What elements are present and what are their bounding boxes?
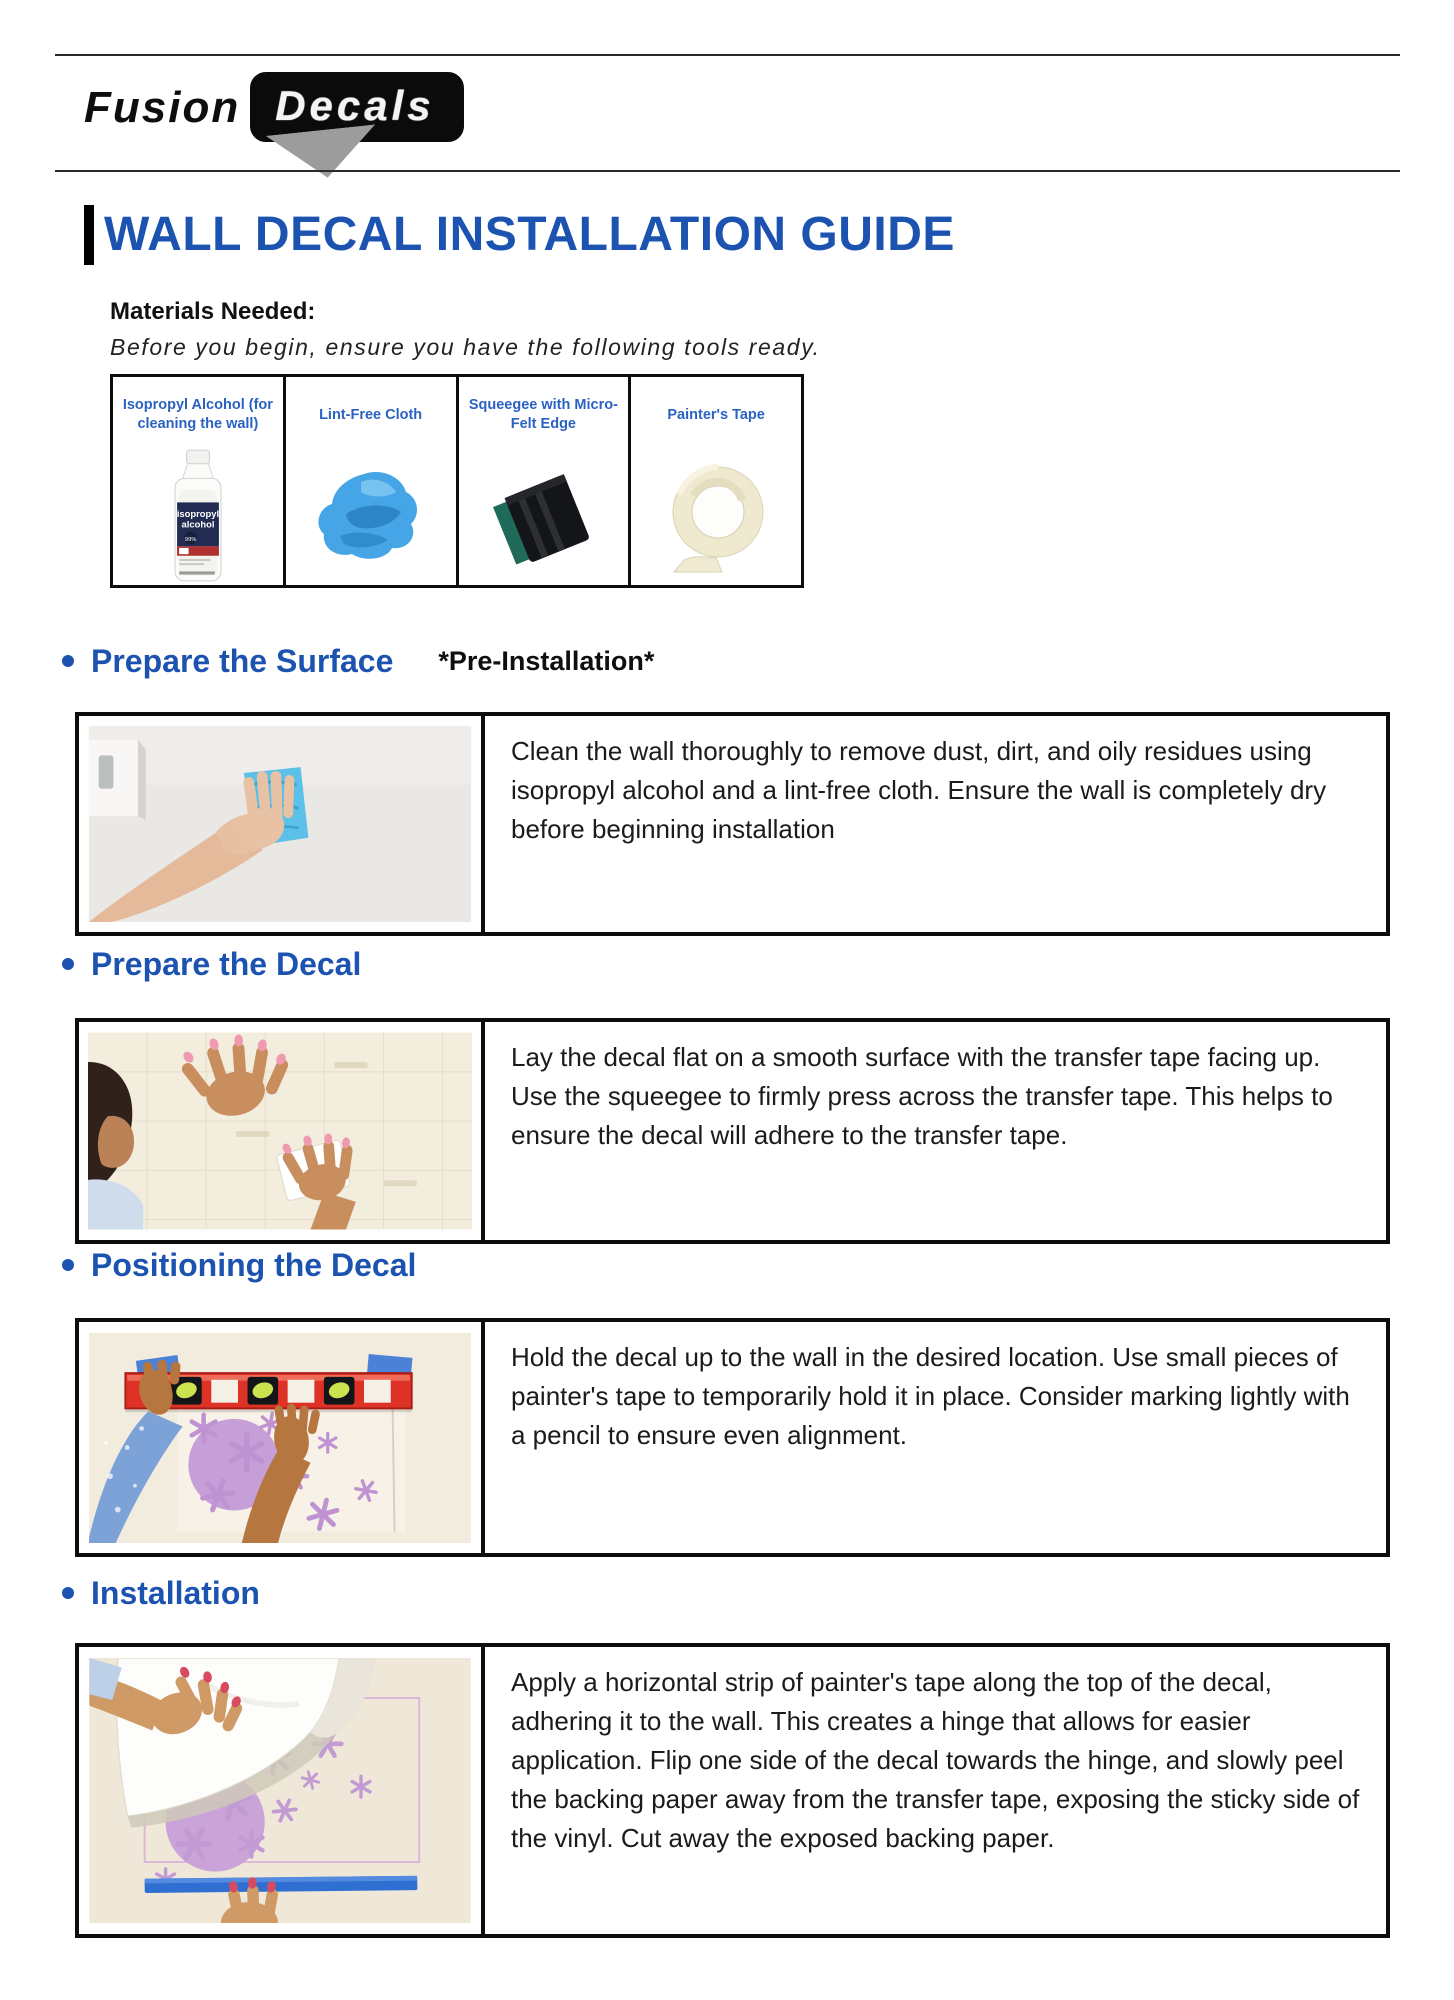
section-head-prepare-surface (62, 645, 654, 677)
section-body-text: Lay the decal flat on a smooth surface with the transfer tape facing up. Use the squeegee to firmly press across the transfer tape. This helps to ensure the decal will adhere to the transfer tape. (511, 1042, 1333, 1150)
material-label: Lint-Free Cloth (319, 406, 423, 423)
materials-subtitle: Before you begin, ensure you have the following tools ready. (110, 334, 821, 360)
level-positioning-photo (79, 1322, 485, 1553)
materials-table (110, 374, 804, 588)
materials-heading: Materials Needed: (110, 298, 316, 325)
material-cell-alcohol (113, 377, 286, 585)
section-title: Prepare the Surface (91, 643, 394, 679)
material-label: Painter's Tape (667, 406, 765, 423)
section-title: Installation (91, 1575, 260, 1611)
header-rule-top (55, 54, 1400, 56)
header-rule-bottom (55, 170, 1400, 172)
section-title: Positioning the Decal (91, 1247, 417, 1283)
title-block (84, 205, 955, 265)
title-accent-bar (84, 205, 94, 265)
content-box-prepare-decal (75, 1018, 1390, 1244)
content-box-prepare-surface (75, 712, 1390, 936)
brand-logo-decals-text: Decals (250, 72, 463, 142)
brand-logo-badge (250, 72, 463, 142)
bullet-icon (62, 1587, 74, 1599)
section-head-positioning-decal (62, 1249, 416, 1281)
material-cell-tape (631, 377, 801, 585)
bullet-icon (62, 655, 74, 667)
bullet-icon (62, 1259, 74, 1271)
material-label: Isopropyl Alcohol (for cleaning the wall) (122, 397, 273, 432)
svg-text:99%: 99% (184, 536, 197, 543)
section-head-installation (62, 1577, 260, 1609)
brand-logo-fusion-text: Fusion (84, 83, 241, 132)
section-body-text: Apply a horizontal strip of painter's tape along the top of the decal, adhering it to the wall. This creates a hinge that allows for easier application. Flip one side of the decal towards the hinge, and slowly peel the backing paper away from the transfer tape, exposing the sticky side of the vinyl. Cut away the exposed backing paper. (511, 1667, 1360, 1853)
page-title: WALL DECAL INSTALLATION GUIDE (104, 208, 955, 261)
alcohol-bottle-icon (113, 446, 283, 585)
wiping-wall-photo (79, 716, 485, 932)
section-body-text: Clean the wall thoroughly to remove dust, dirt, and oily residues using isopropyl alcohol and a lint-free cloth. Ensure the wall is completely dry before beginning installation (511, 736, 1327, 844)
section-body-text: Hold the decal up to the wall in the desired location. Use small pieces of painter's tape to temporarily hold it in place. Consider marking lightly with a pencil to ensure even alignment. (511, 1342, 1350, 1450)
svg-text:isopropyl: isopropyl (176, 507, 220, 519)
tape-roll-icon (631, 446, 801, 585)
brand-logo (84, 72, 464, 142)
material-cell-squeegee (459, 377, 632, 585)
squeegee-icon (459, 446, 629, 585)
content-box-positioning-decal (75, 1318, 1390, 1557)
pre-installation-note: *Pre-Installation* (438, 645, 655, 676)
section-head-prepare-decal (62, 948, 361, 980)
peel-backing-photo (79, 1647, 485, 1934)
bullet-icon (62, 958, 74, 970)
section-title: Prepare the Decal (91, 946, 362, 982)
material-cell-cloth (286, 377, 459, 585)
content-box-installation (75, 1643, 1390, 1938)
squeegee-decal-photo (79, 1022, 485, 1240)
cloth-icon (286, 446, 456, 585)
material-label: Squeegee with Micro-Felt Edge (468, 397, 618, 432)
svg-text:alcohol: alcohol (181, 518, 215, 530)
